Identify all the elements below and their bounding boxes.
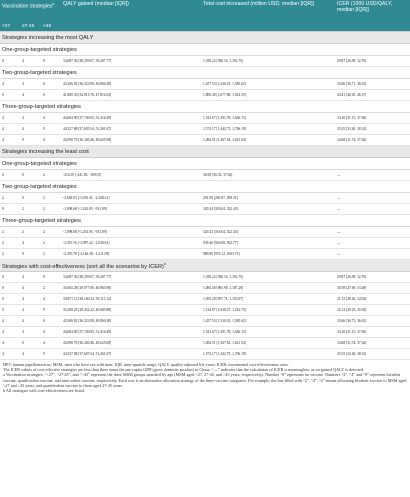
cell-icer: — [335, 238, 410, 249]
cell-cost-increased: 1,018.22 [920.14, 1,116.75] [201, 56, 335, 67]
cell-icer: 34.68 [31.74, 37.64] [335, 135, 410, 146]
table-row [0, 238, 410, 249]
cell-under-27: 4 [0, 316, 20, 327]
cell-27-45: 4 [20, 316, 41, 327]
age-group-over-45-header: >45 [41, 15, 61, 32]
cell-icer: 32.14 [29.25, 35.04] [335, 305, 410, 316]
cell-cost-increased: 939.46 [926.08, 952.77] [201, 238, 335, 249]
cell-qaly-gained: 44,684.90 [37,740.83, 51,416.49] [61, 327, 201, 338]
cell-over-45: 0 [41, 316, 61, 327]
cell-cost-increased: 36.98 [36.33, 37.63] [201, 170, 335, 181]
cell-over-45: 4 [41, 338, 61, 349]
section-title-text: Strategies with cost-effectiveness (sort all the scenarios by ICER) [2, 263, 164, 270]
table-row [0, 79, 410, 90]
age-group-under-27-header: <27 [0, 15, 20, 32]
cell-icer: 43.41 [40.45, 46.37] [335, 90, 410, 101]
cell-icer: 34.10 [31.15, 37.06] [335, 113, 410, 124]
cell-qaly-gained: -1,098.68 [-1,261.05, -931.09] [61, 204, 201, 215]
cell-qaly-gained: -2,476.78 [-4,146.38, -1,211.59] [61, 249, 201, 260]
cell-27-45: 4 [20, 272, 41, 283]
cell-over-45: 4 [41, 113, 61, 124]
cell-under-27: 2 [0, 238, 20, 249]
cell-27-45: 4 [20, 56, 41, 67]
cell-icer: 33.66 [30.71, 36.61] [335, 79, 410, 90]
age-group-27-45-header: 27-45 [20, 15, 41, 32]
table-footnotes [0, 360, 410, 395]
cell-27-45: 4 [20, 124, 41, 135]
group-title: Three-group-targeted strategies [0, 101, 410, 113]
cell-over-45: 2 [41, 227, 61, 238]
cell-27-45: 4 [20, 327, 41, 338]
table-row [0, 305, 410, 316]
cell-27-45: 2 [20, 204, 41, 215]
group-header-row [0, 44, 410, 56]
icer-header: ICER (1000 USD/QALY, median [IQR]) [335, 0, 410, 32]
table-row [0, 193, 410, 204]
cell-qaly-gained: 33,871.13 [28,160.24, 39,115.12] [61, 294, 201, 305]
cell-under-27: 0 [0, 170, 20, 181]
section-title [0, 260, 410, 272]
group-title: Three-group-targeted strategies [0, 215, 410, 227]
table-row [0, 338, 410, 349]
cost-header: Total cost increased (million USD, median [IQR]) [201, 0, 335, 32]
cell-cost-increased: 320.24 [318.04, 322.43] [201, 227, 335, 238]
cell-icer: 35.35 [32.40, 38.32] [335, 349, 410, 360]
cell-27-45: 4 [20, 349, 41, 360]
table-row [0, 56, 410, 67]
table-row [0, 272, 410, 283]
cell-over-45: 9 [41, 124, 61, 135]
cell-icer: 35.35 [32.40, 38.32] [335, 124, 410, 135]
cell-icer: 33.66 [30.71, 36.61] [335, 316, 410, 327]
cell-cost-increased: 989.96 [976.12, 1003.73] [201, 249, 335, 260]
cell-cost-increased: 1,084.36 [981.90, 1,187.28] [201, 283, 335, 294]
cell-qaly-gained: 44,527.88 [37,605.54, 51,261.67] [61, 349, 201, 360]
cell-over-45: 4 [41, 294, 61, 305]
cell-under-27: 4 [0, 124, 20, 135]
cell-under-27: 0 [0, 305, 20, 316]
cell-cost-increased: 1,055.20 [957.71, 1,153.07] [201, 294, 335, 305]
cell-cost-increased: 1,523.67 [1,391.78, 1,656.15] [201, 327, 335, 338]
group-title: Two-group-targeted strategies [0, 181, 410, 193]
cell-qaly-gained: 43,306.92 [36,523.99, 49,860.28] [61, 79, 201, 90]
cell-cost-increased: 1,523.67 [1,391.78, 1,656.15] [201, 113, 335, 124]
cell-qaly-gained: 34,087.30 [28,359.07, 39,367.77] [61, 56, 201, 67]
table-row [0, 316, 410, 327]
group-title: Two-group-targeted strategies [0, 67, 410, 79]
group-header-row [0, 101, 410, 113]
cell-over-45: 9 [41, 349, 61, 360]
cell-qaly-gained: -1,098.68 [-1,261.05, -931.09] [61, 227, 201, 238]
header-row [0, 0, 410, 15]
table-row [0, 204, 410, 215]
cell-cost-increased: 291.09 [283.87, 298.31] [201, 193, 335, 204]
cell-over-45: 0 [41, 90, 61, 101]
table-row [0, 170, 410, 181]
cell-icer: 34.68 [31.74, 37.64] [335, 338, 410, 349]
cell-under-27: 4 [0, 113, 20, 124]
cell-over-45: 2 [41, 283, 61, 294]
cell-under-27: 0 [0, 272, 20, 283]
cell-qaly-gained: 44,527.88 [37,605.54, 51,261.67] [61, 124, 201, 135]
group-title: One-group-targeted strategies [0, 44, 410, 56]
group-title: One-group-targeted strategies [0, 158, 410, 170]
cell-cost-increased: 1,457.53 [1,330.01, 1,585.62] [201, 316, 335, 327]
cell-under-27: 0 [0, 204, 20, 215]
table-row [0, 249, 410, 260]
cell-27-45: 4 [20, 90, 41, 101]
cell-qaly-gained: 34,087.30 [28,359.07, 39,367.77] [61, 272, 201, 283]
table-row [0, 135, 410, 146]
cell-qaly-gained: 35,665.28 [29,977.86, 40,863.90] [61, 283, 201, 294]
cell-icer: — [335, 204, 410, 215]
cell-27-45: 2 [20, 227, 41, 238]
cell-cost-increased: 1,494.51 [1,367.63, 1,621.94] [201, 338, 335, 349]
cell-27-45: 4 [20, 305, 41, 316]
cell-qaly-gained: 44,684.90 [37,740.83, 51,416.49] [61, 113, 201, 124]
cell-under-27: 2 [0, 193, 20, 204]
group-header-row [0, 181, 410, 193]
cell-icer: 29.87 [26.99, 32.76] [335, 56, 410, 67]
cell-27-45: 4 [20, 113, 41, 124]
cell-cost-increased: 1,457.53 [1,330.01, 1,585.62] [201, 79, 335, 90]
cell-over-45: 2 [41, 249, 61, 260]
section-title-text: Strategies increasing the least cost [2, 148, 89, 155]
footnote-abbreviations: HPV, human papillomavirus; MSM, men who have sex with men; IQR, inter-quartile range; QALY, quality-adjusted life years; ICER, incremental cost-effectiveness ratio. [3, 362, 289, 367]
footnote-b: b All strategies with cost-effectiveness are listed. [3, 388, 85, 394]
cell-qaly-gained: 43,306.92 [36,523.99, 49,860.28] [61, 316, 201, 327]
cell-qaly-gained: -2,319.76 [-3,987.22, -1,036.81] [61, 238, 201, 249]
cell-under-27: 9 [0, 90, 20, 101]
cell-over-45: 9 [41, 305, 61, 316]
footnote-a: a Vaccination strategies: “<27”, “27-45”, and “>45” represent the three MSM groups stratified by age (MSM aged <27, 27-45, and >45 years, respectively). Number “0” represents no vaccine. Numbers “2”, “4” and “9” represent bivalent vaccine, quadrivalent vaccine, and nine-valent vaccine, respectively. Each row is an alternative allocation strategy of the three vaccine categories. For example, the line filled with “2”, “4”, “2” means allocating bivalent vaccine to MSM aged <27 and >45 years, and quadrivalent vaccine to those aged 27-45 years. [3, 372, 407, 388]
cell-under-27: 4 [0, 79, 20, 90]
cell-27-45: 9 [20, 338, 41, 349]
cell-27-45: 0 [20, 193, 41, 204]
footnote-icer: The ICER values of cost-effective strategies are less than three times the per-capita GDP (gross domestic product) in China. “—” indicates that the calculation of ICER is meaningless, as no gained QALY is detected. [3, 367, 364, 373]
cell-over-45: 4 [41, 135, 61, 146]
cell-qaly-gained: 35,308.25 [29,432.22, 40,683.88] [61, 305, 201, 316]
cell-over-45: 4 [41, 327, 61, 338]
cell-27-45: 4 [20, 79, 41, 90]
cell-icer: 34.10 [31.15, 37.06] [335, 327, 410, 338]
vaccination-strategies-header: Vaccination strategies$^a$ [0, 0, 61, 15]
cell-qaly-gained: 41,800.33 [34,913.76, 47,812.63] [61, 90, 201, 101]
cell-icer: 30.58 [27.69, 33.48] [335, 283, 410, 294]
cell-over-45: 2 [41, 204, 61, 215]
cell-over-45: 0 [41, 272, 61, 283]
table-row [0, 124, 410, 135]
section-header-row [0, 32, 410, 44]
table-row [0, 349, 410, 360]
table-row [0, 283, 410, 294]
section-title [0, 32, 410, 44]
cell-27-45: 4 [20, 283, 41, 294]
table-row [0, 113, 410, 124]
section-title-footnote-marker: b [163, 262, 166, 267]
section-title [0, 146, 410, 158]
cell-27-45: 4 [20, 294, 41, 305]
cell-over-45: 2 [41, 238, 61, 249]
cell-icer: — [335, 227, 410, 238]
cell-under-27: 0 [0, 283, 20, 294]
group-header-row [0, 158, 410, 170]
cell-cost-increased: 1,800.49 [1,677.98, 1,923.55] [201, 90, 335, 101]
cell-under-27: 2 [0, 227, 20, 238]
section-header-row [0, 146, 410, 158]
cell-cost-increased: 1,574.17 [1,442.75, 1,706.19] [201, 349, 335, 360]
cell-cost-increased: 1,494.51 [1,367.63, 1,621.94] [201, 135, 335, 146]
section-header-row [0, 260, 410, 272]
cell-over-45: 2 [41, 193, 61, 204]
cell-icer: — [335, 249, 410, 260]
table-row [0, 90, 410, 101]
section-title-text: Strategies increasing the most QALY [2, 34, 94, 41]
cell-icer: 31.15 [28.26, 34.04] [335, 294, 410, 305]
cell-qaly-gained: 43,090.76 [36,340.46, 49,625.08] [61, 338, 201, 349]
cell-over-45: 2 [41, 170, 61, 181]
cell-27-45: 4 [20, 238, 41, 249]
cell-qaly-gained: -2,692.03 [-3,055.41, -2,348.21] [61, 193, 201, 204]
cell-icer: 29.87 [26.99, 32.76] [335, 272, 410, 283]
cell-icer: — [335, 170, 410, 181]
qaly-header: QALY gained (median [IQR]) [61, 0, 201, 32]
cell-under-27: 4 [0, 327, 20, 338]
cell-cost-increased: 1,574.17 [1,442.75, 1,706.19] [201, 124, 335, 135]
cell-under-27: 2 [0, 249, 20, 260]
cell-over-45: 0 [41, 56, 61, 67]
table-row [0, 227, 410, 238]
cell-icer: — [335, 193, 410, 204]
group-header-row [0, 215, 410, 227]
cell-27-45: 0 [20, 170, 41, 181]
cell-cost-increased: 1,134.87 [1,028.27, 1,241.75] [201, 305, 335, 316]
cell-under-27: 4 [0, 349, 20, 360]
cell-cost-increased: 1,018.22 [920.14, 1,116.75] [201, 272, 335, 283]
group-header-row [0, 67, 410, 79]
cell-under-27: 0 [0, 56, 20, 67]
cell-under-27: 4 [0, 338, 20, 349]
table-row [0, 294, 410, 305]
cell-over-45: 0 [41, 79, 61, 90]
cell-27-45: 9 [20, 249, 41, 260]
cell-27-45: 9 [20, 135, 41, 146]
table-row [0, 327, 410, 338]
cell-qaly-gained: 43,090.76 [36,340.46, 49,625.08] [61, 135, 201, 146]
cell-qaly-gained: -216.16 [-241.83, -189.01] [61, 170, 201, 181]
cell-under-27: 4 [0, 135, 20, 146]
cell-under-27: 0 [0, 294, 20, 305]
cell-cost-increased: 320.24 [318.04, 322.43] [201, 204, 335, 215]
